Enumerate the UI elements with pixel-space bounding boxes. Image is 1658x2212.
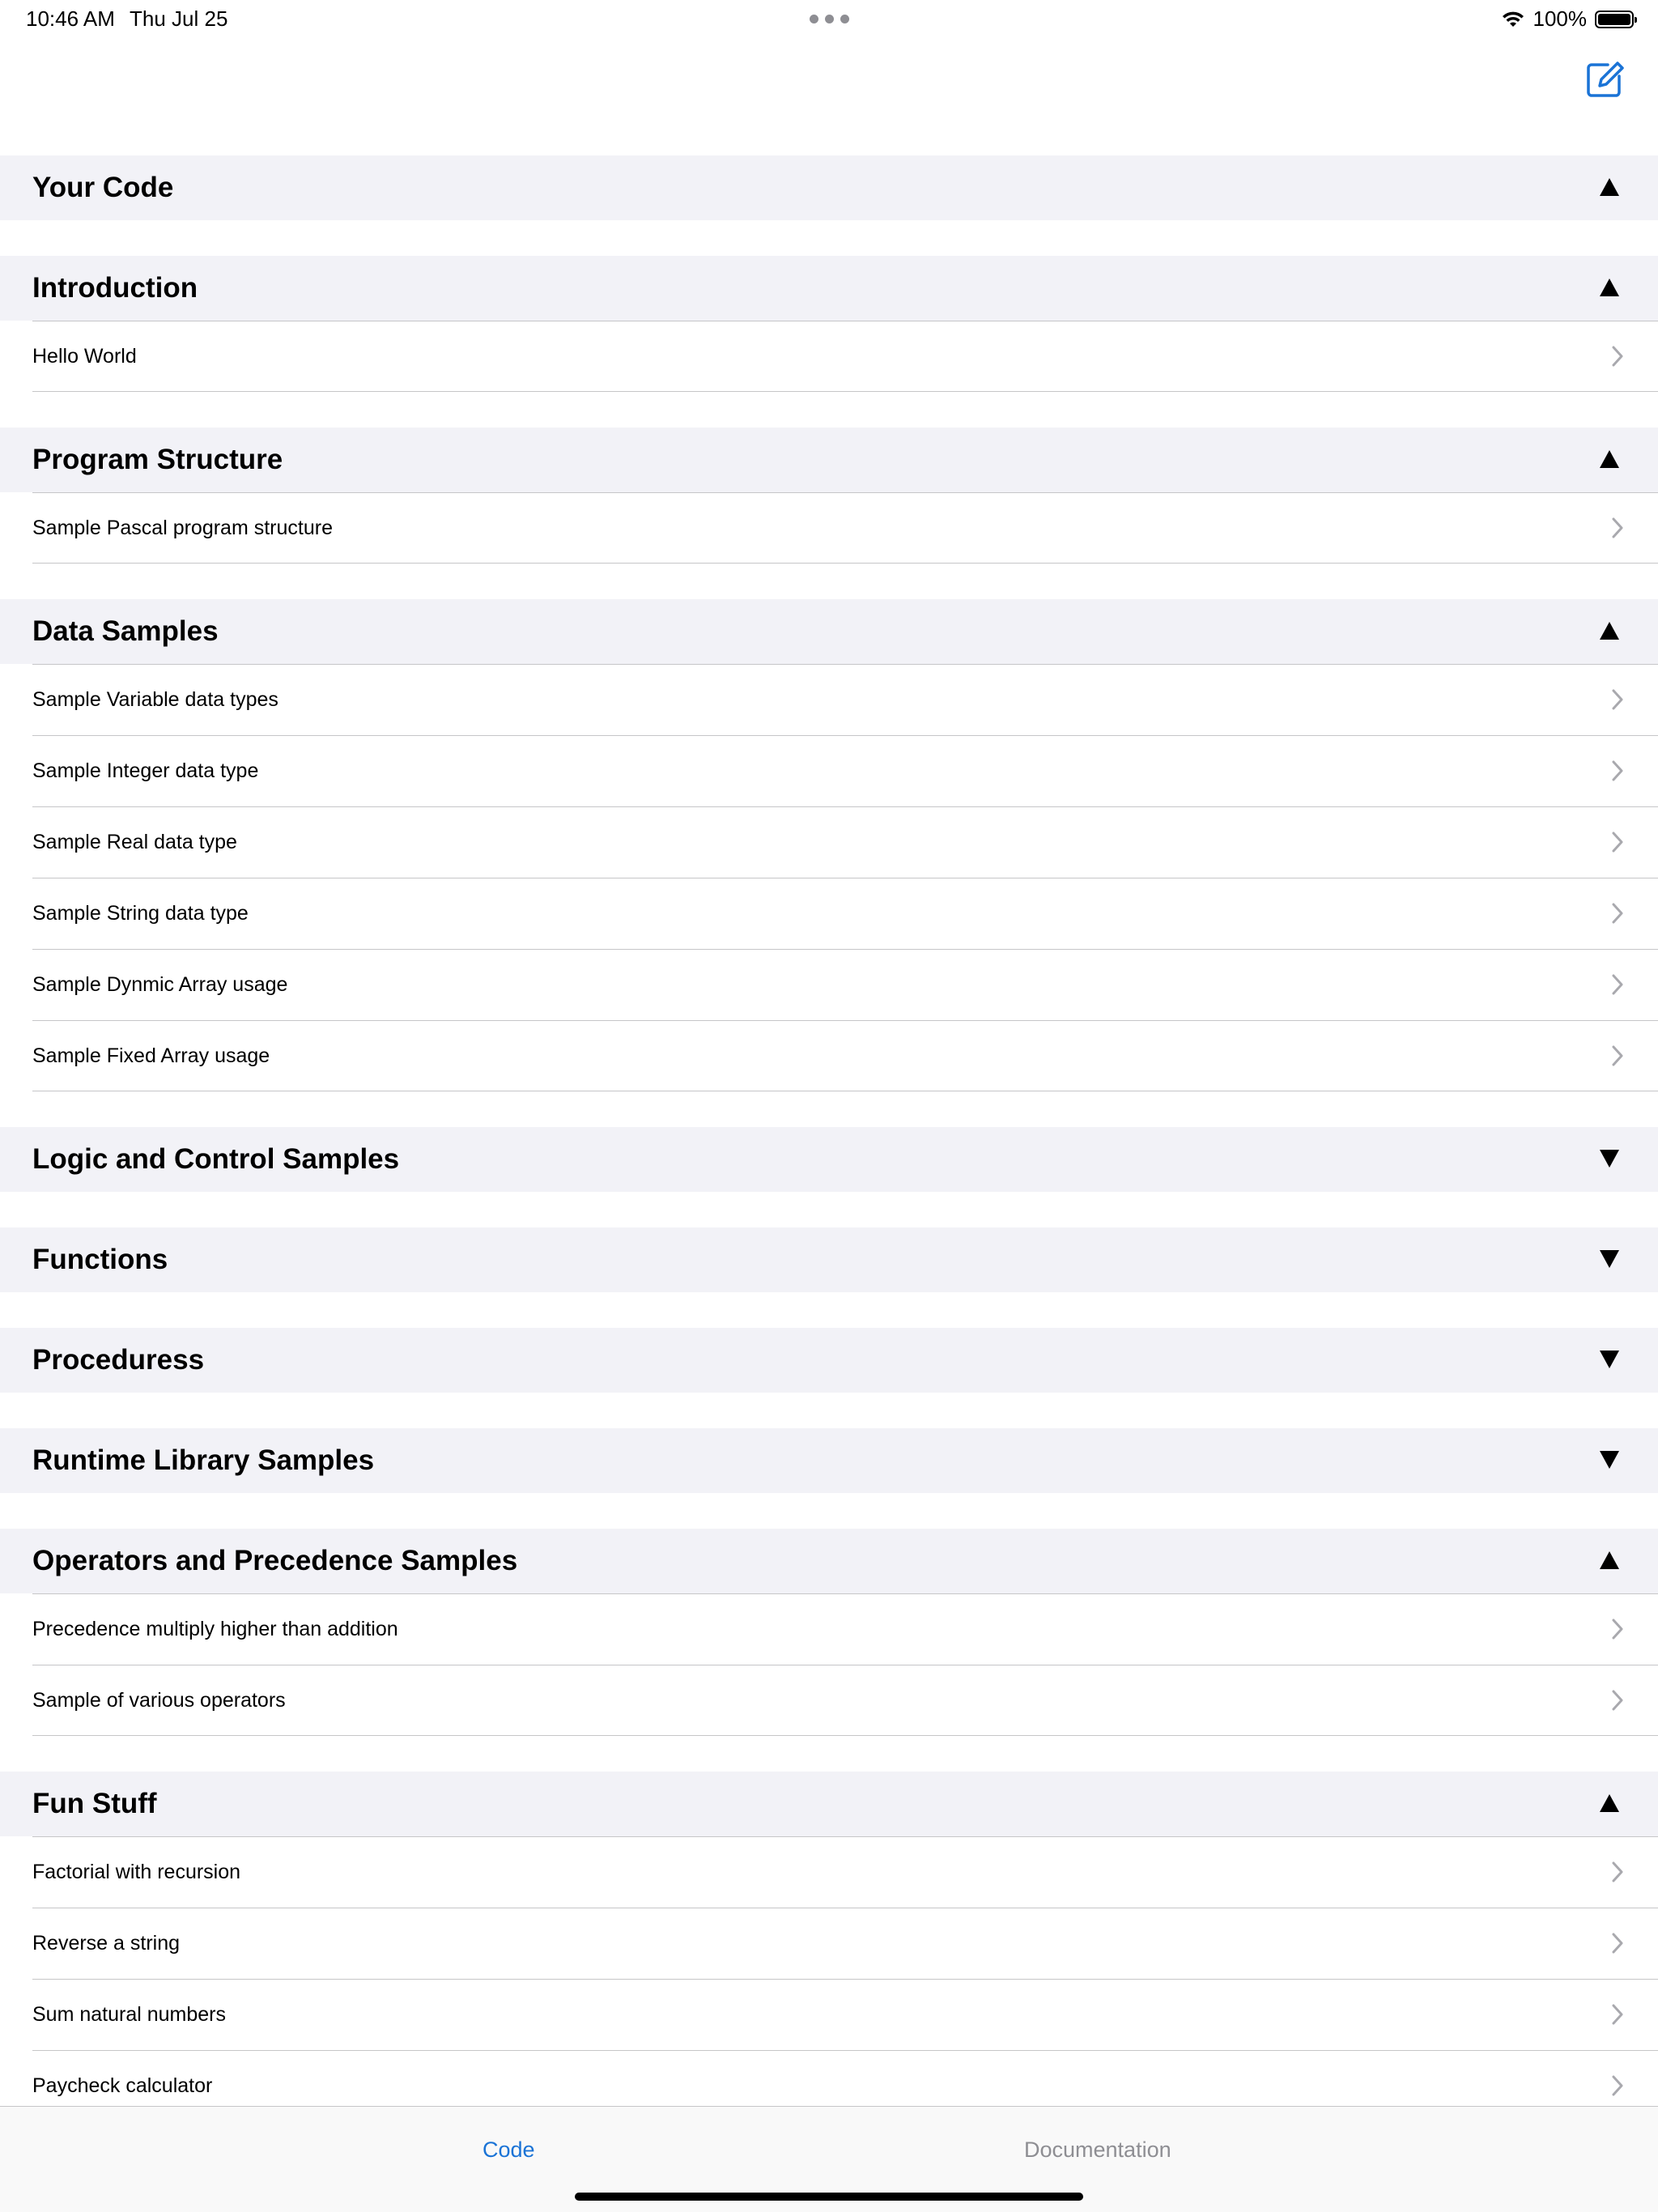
list-item[interactable] [0,806,1658,878]
status-date: Thu Jul 25 [130,6,228,31]
section [0,1227,1658,1292]
list-item[interactable] [0,878,1658,949]
list-item-label: Sample Fixed Array usage [32,1044,270,1067]
section [0,599,1658,1091]
section-header[interactable] [0,256,1658,321]
section-header[interactable] [0,1772,1658,1836]
chevron-right-icon [1611,760,1624,781]
list-item[interactable] [0,1665,1658,1736]
section-header[interactable] [0,1227,1658,1292]
section [0,1328,1658,1393]
section-header[interactable] [0,599,1658,664]
section [0,1529,1658,1736]
chevron-right-icon [1611,1045,1624,1066]
list-item-label: Precedence multiply higher than addition [32,1617,398,1640]
section-header[interactable] [0,1328,1658,1393]
section-title: Operators and Precedence Samples [32,1545,518,1576]
list-item-label: Sample Dynmic Array usage [32,972,288,996]
status-bar [0,0,1658,39]
chevron-right-icon [1611,517,1624,538]
section-title: Program Structure [32,444,283,475]
section-title: Functions [32,1244,168,1275]
tab-bar [0,2106,1658,2212]
collapse-arrow-icon[interactable] [1600,178,1619,196]
section-header[interactable] [0,1529,1658,1593]
list-item[interactable] [0,1979,1658,2050]
section-header[interactable] [0,155,1658,220]
section-header[interactable] [0,1127,1658,1192]
section-title: Runtime Library Samples [32,1444,375,1476]
tab-documentation[interactable]: Documentation [1024,2138,1171,2162]
expand-arrow-icon[interactable] [1600,1250,1619,1268]
chevron-right-icon [1611,832,1624,853]
list-item-label: Hello World [32,344,137,368]
expand-arrow-icon[interactable] [1600,1351,1619,1368]
expand-arrow-icon[interactable] [1600,1150,1619,1168]
section [0,1428,1658,1493]
list-item[interactable] [0,1593,1658,1665]
section-title: Your Code [32,172,174,203]
chevron-right-icon [1611,1690,1624,1711]
section-header[interactable] [0,1428,1658,1493]
compose-icon [1584,58,1626,100]
collapse-arrow-icon[interactable] [1600,1551,1619,1569]
status-time: 10:46 AM [26,6,115,31]
list-item[interactable] [0,949,1658,1020]
list-item[interactable] [0,321,1658,392]
collapse-arrow-icon[interactable] [1600,1794,1619,1812]
list-item-label: Sample of various operators [32,1688,286,1712]
chevron-right-icon [1611,1933,1624,1954]
section-header[interactable] [0,428,1658,492]
collapse-arrow-icon[interactable] [1600,450,1619,468]
status-indicators [1501,6,1635,32]
list-item-label: Sample Pascal program structure [32,516,333,539]
section-title: Logic and Control Samples [32,1143,400,1175]
battery-icon [1595,11,1634,28]
chevron-right-icon [1611,974,1624,995]
list-item-label: Sample Variable data types [32,687,278,711]
list-item-label: Sample Integer data type [32,759,259,782]
chevron-right-icon [1611,903,1624,924]
section-title: Introduction [32,272,198,304]
list-item-label: Sample String data type [32,901,249,925]
list-item[interactable] [0,735,1658,806]
compose-button[interactable] [1584,58,1626,100]
chevron-right-icon [1611,2004,1624,2025]
wifi-icon [1501,11,1525,28]
home-indicator[interactable] [575,2193,1083,2201]
list-item-label: Paycheck calculator [32,2074,213,2097]
list-item[interactable] [0,1020,1658,1091]
section-title: Proceduress [32,1344,205,1376]
list-item-label: Factorial with recursion [32,1860,241,1883]
list-item-label: Sample Real data type [32,830,237,853]
chevron-right-icon [1611,1619,1624,1640]
list-item-label: Reverse a string [32,1931,181,1955]
section [0,256,1658,392]
tab-code[interactable]: Code [483,2138,535,2162]
section [0,1772,1658,2121]
list-item[interactable] [0,1908,1658,1979]
collapse-arrow-icon[interactable] [1600,622,1619,640]
list-item-label: Sum natural numbers [32,2002,227,2026]
list-item[interactable] [0,492,1658,564]
collapse-arrow-icon[interactable] [1600,279,1619,296]
section [0,1127,1658,1192]
battery-percent: 100% [1533,6,1587,31]
list-item[interactable] [0,1836,1658,1908]
section [0,155,1658,220]
multitasking-dots-icon[interactable] [810,15,849,23]
expand-arrow-icon[interactable] [1600,1451,1619,1469]
list-item[interactable] [0,664,1658,735]
section-title: Data Samples [32,615,219,647]
section-title: Fun Stuff [32,1788,157,1819]
chevron-right-icon [1611,689,1624,710]
chevron-right-icon [1611,2075,1624,2096]
samples-list [0,155,1658,2157]
chevron-right-icon [1611,1861,1624,1882]
section [0,428,1658,564]
chevron-right-icon [1611,346,1624,367]
